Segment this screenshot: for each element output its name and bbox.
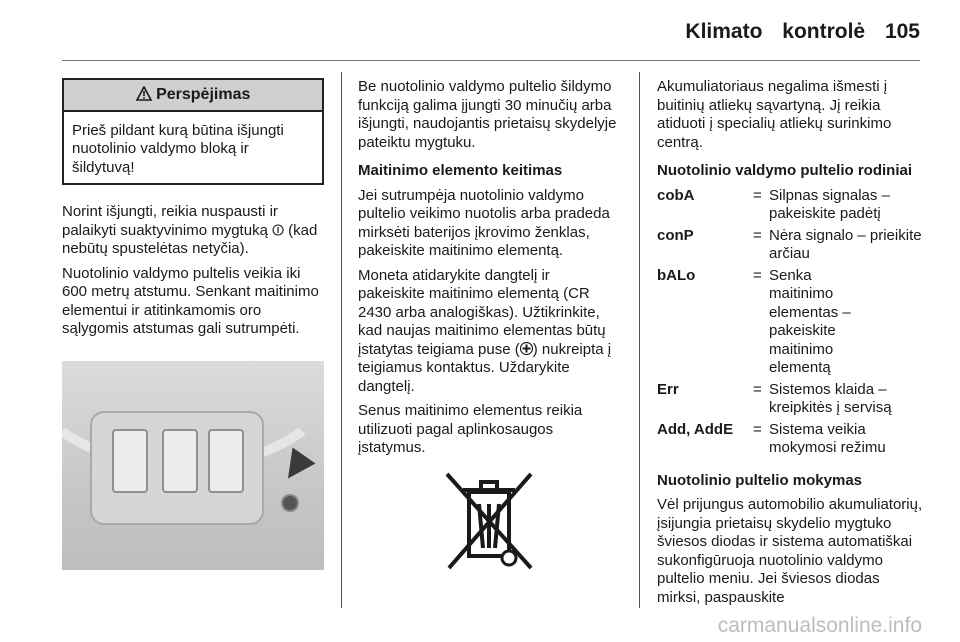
column-3 (657, 78, 925, 613)
paragraph-battery-disposal: Senus maitinimo elementus reikia utilizuoti pagal aplinkosaugos įstatymus. (358, 402, 583, 456)
paragraph-battery-disposal-note: Akumuliatoriaus negalima išmesti į buitinių atliekų sąvartyną. Jį reikia atiduoti į specialių atliekų surinkimo centrą. (657, 78, 892, 151)
code-term: conP (657, 226, 694, 244)
heading-battery-replacement: Maitinimo elemento keitimas (358, 162, 563, 179)
heater-button (281, 494, 299, 512)
code-meaning: Nėra signalo – prieikite arčiau (769, 226, 922, 262)
code-term: Err (657, 380, 679, 398)
crossed-bin-icon (435, 468, 545, 579)
list-item (657, 381, 925, 418)
header-divider (62, 60, 920, 61)
code-term: bALo (657, 266, 696, 284)
page-header (685, 20, 920, 44)
paragraph-remote-learning: Vėl prijungus automobilio akumuliatorių, įsijungia prietaisų skydelio mygtuko šviesos diodas ir sistema automatiškai sukonfigūruoja nuotolinio valdymo pultelio meniu. Jei šviesos diodas mirksi, paspauskite (657, 496, 923, 606)
column-divider-2 (639, 72, 640, 608)
list-item (657, 227, 925, 264)
code-meaning: Sistemos klaida – kreipkitės į servisą (769, 380, 892, 416)
column-1 (62, 78, 324, 570)
paragraph-heater-button: Be nuotolinio valdymo pultelio šildymo funkciją galima įjungti 30 minučių arba išjungti, naudojantis prietaisų skydelyje pateiktu mygtuku. (358, 78, 617, 151)
paragraph-switch-off: Norint išjungti, reikia nuspausti ir palaikyti suaktyvinimo mygtuką ⏼ (kad nebūtų spustelėtas netyčia). (62, 203, 318, 257)
warning-header (64, 80, 322, 112)
heading-remote-learning: Nuotolinio pultelio mokymas (657, 471, 863, 489)
watermark: carmanualsonline.info (717, 614, 922, 637)
battery-steps-part-2: ) nukreipta į teigiamus kontaktus. Uždarykite dangtelį. (358, 340, 612, 395)
page-number: 105 (884, 20, 920, 43)
code-equals: = (753, 420, 762, 438)
code-equals: = (753, 226, 762, 244)
heading-remote-display: Nuotolinio valdymo pultelio rodiniai (657, 162, 912, 179)
code-meaning: Senka maitinimo elementas – pakeiskite maitinimo elementą (769, 266, 851, 376)
paragraph-battery-steps (358, 267, 620, 397)
paragraph-battery-signal: Jei sutrumpėja nuotolinio valdymo pultelio veikimo nuotolis arba pradeda mirksėti baterijos įkrovimo ženklas, pakeiskite maitinimo elementą. (358, 186, 610, 259)
list-item (657, 187, 925, 224)
chapter-title: Klimato kontrolė (685, 20, 866, 43)
code-equals: = (753, 186, 762, 204)
list-item (657, 421, 925, 458)
plus-icon (520, 341, 533, 358)
column-2 (358, 78, 620, 464)
paragraph-range: Nuotolinio valdymo pultelis veikia iki 600 metrų atstumu. Senkant maitinimo elementui ir atitinkamomis oro sąlygomis atstumas gali sutrumpėti. (62, 264, 319, 337)
switch-right (208, 429, 244, 493)
code-meaning: Sistema veikia mokymosi režimu (769, 420, 886, 456)
switch-middle (162, 429, 198, 493)
list-item (657, 267, 925, 378)
switch-left (112, 429, 148, 493)
code-term: Add, AddE (657, 420, 734, 438)
warning-text: Prieš pildant kurą būtina išjungti nuotolinio valdymo bloką ir šildytuvą! (72, 121, 284, 176)
warning-title: Perspėjimas (156, 86, 251, 103)
code-equals: = (753, 380, 762, 398)
column-divider-1 (341, 72, 342, 608)
warning-triangle-icon (136, 86, 156, 103)
warning-box (62, 78, 324, 185)
code-equals: = (753, 266, 762, 284)
battery-steps-part-1: Moneta atidarykite dangtelį ir pakeiskite maitinimo elementą (CR 2430 arba analogiškas). Užtikrinkite, kad naujas maitinimo elementas būtų įstatytas teigiama puse ( (358, 266, 606, 358)
code-term: cobA (657, 186, 695, 204)
code-meaning: Silpnas signalas – pakeiskite padėtį (769, 186, 890, 222)
display-codes-list (657, 187, 925, 458)
dashboard-photo (62, 361, 324, 570)
pointer-arrow-icon (277, 447, 316, 486)
